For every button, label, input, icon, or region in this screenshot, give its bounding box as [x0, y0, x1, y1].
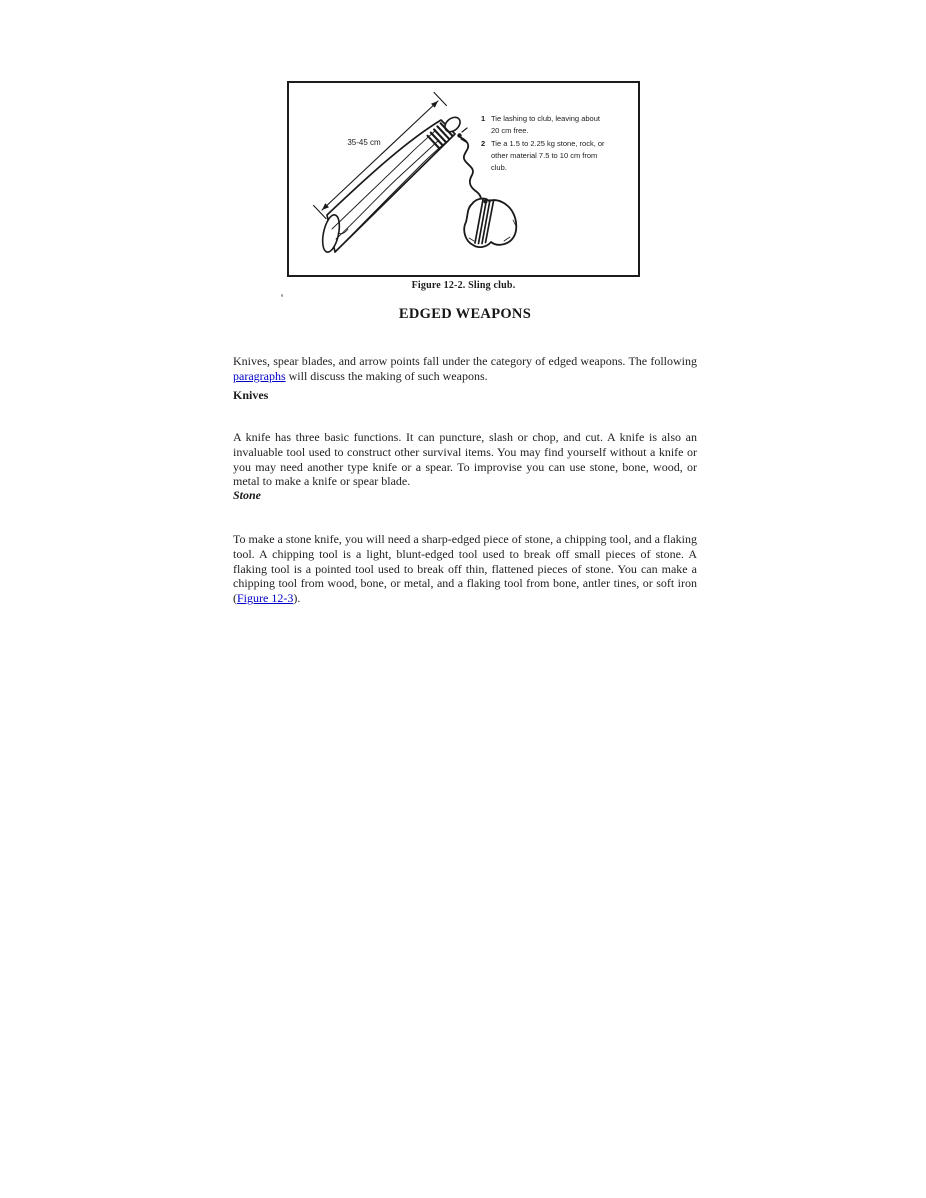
figure-note-2: [481, 138, 633, 174]
figure-note-1-number: 1: [481, 114, 486, 123]
stone-text-before: To make a stone knife, you will need a sharp-edged piece of stone, a chipping tool, and a flaking tool. A chipping tool is a light, blunt-edged tool used to break off small pieces of stone. A flaking tool is a pointed tool used to break off thin, flattened pieces of stone. You can make a chipping tool from wood, bone, or metal, and a flaking tool from bone, antler tines, or soft iron (: [233, 532, 697, 605]
dimension-label: 35-45 cm: [347, 138, 381, 147]
paragraph-intro: [233, 354, 697, 384]
stone-text-after: ).: [293, 591, 301, 605]
figure-note-1: [481, 113, 633, 137]
stone-shape: [464, 199, 516, 248]
figure-note-1-text: Tie lashing to club, leaving about 20 cm free.: [491, 114, 600, 135]
figure-sling-club: [287, 81, 640, 277]
knives-heading: Knives: [233, 388, 269, 402]
paragraph-stone: [233, 532, 697, 606]
figure-caption: Figure 12-2. Sling club.: [411, 280, 516, 291]
paragraph-knives: A knife has three basic functions. It can puncture, slash or chop, and cut. A knife is also an invaluable tool used to construct other survival items. You may find yourself without a knife or you may need another type knife or a spear. To improvise you can use stone, bone, wood, or metal to make a knife or spear blade.: [233, 430, 697, 489]
figure-notes: [481, 112, 633, 174]
intro-text-before: Knives, spear blades, and arrow points fall under the category of edged weapons. The following: [233, 354, 697, 368]
paragraphs-link[interactable]: paragraphs: [233, 368, 286, 383]
stone-heading: Stone: [233, 488, 262, 502]
figure-note-2-number: 2: [481, 138, 486, 148]
section-heading: EDGED WEAPONS: [398, 306, 532, 322]
figure-note-2-text: Tie a 1.5 to 2.25 kg stone, rock, or other material 7.5 to 10 cm from club.: [491, 138, 605, 172]
intro-text-after: will discuss the making of such weapons.: [285, 368, 488, 383]
figure-12-3-link[interactable]: Figure 12-3: [237, 591, 294, 605]
scan-artifact-dot: [281, 294, 283, 297]
